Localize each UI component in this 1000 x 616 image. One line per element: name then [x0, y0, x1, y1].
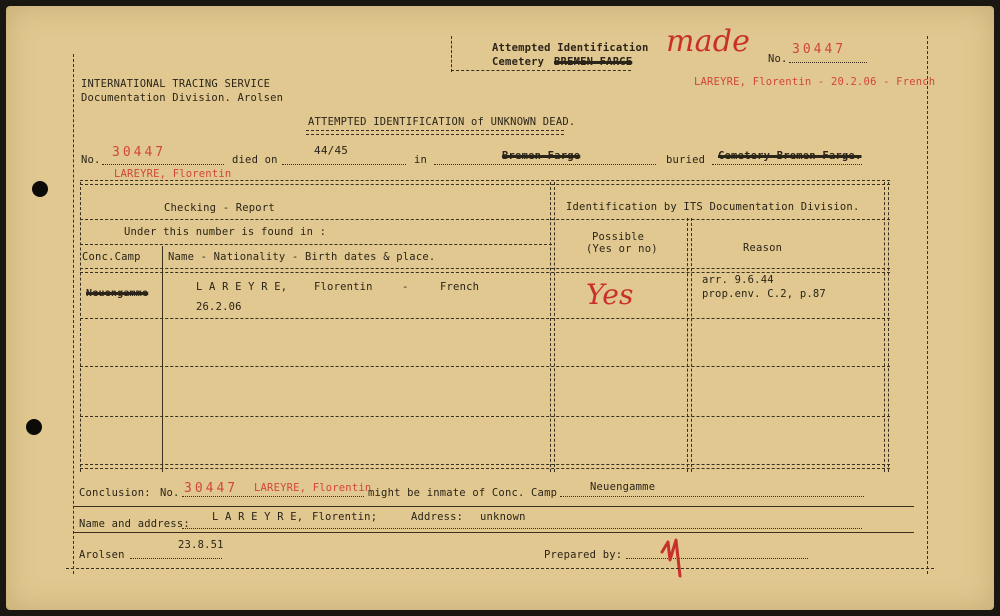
table-mid-divider-a	[550, 182, 551, 472]
address-label: Name and address:	[79, 518, 190, 530]
page-title: ATTEMPTED IDENTIFICATION of UNKNOWN DEAD.	[308, 116, 576, 128]
row-birth: 26.2.06	[196, 301, 242, 313]
record-no-dots	[102, 164, 224, 165]
address-firstname: Florentin;	[312, 511, 378, 523]
record-in-dots	[434, 164, 656, 165]
row-firstname: Florentin	[314, 281, 373, 293]
table-top-border	[80, 180, 890, 185]
conclusion-dots-1	[182, 496, 364, 497]
row-reason-2: prop.env. C.2, p.87	[702, 288, 826, 300]
header-no-value: 30447	[792, 42, 847, 57]
table-camp-divider	[162, 246, 163, 472]
header-box-line1: Attempted Identification	[492, 42, 649, 54]
col-header-possible-1: Possible	[592, 231, 645, 243]
table-left-header: Checking - Report	[164, 202, 275, 214]
row-dash: -	[402, 281, 409, 293]
row-possible-yes: Yes	[586, 278, 634, 311]
header-box-cemetery-value: BREMEN-FARGE	[554, 56, 633, 68]
row-nationality: French	[440, 281, 480, 293]
conclusion-divider	[74, 506, 914, 507]
table-colheader-bottom	[80, 268, 890, 273]
record-buried-dots	[712, 164, 862, 165]
table-left-border	[80, 182, 81, 472]
row-camp: Neuengamme	[86, 288, 149, 299]
index-card	[6, 6, 994, 610]
record-died-label: died on	[232, 154, 278, 166]
table-subheader-line	[80, 244, 552, 245]
handwritten-made: made	[666, 24, 751, 59]
punch-hole-bottom	[26, 419, 42, 435]
table-sub-header: Under this number is found in :	[124, 226, 327, 238]
header-no-label: No.	[768, 53, 788, 65]
top-right-entry: LAREYRE, Florentin - 20.2.06 - French	[694, 76, 936, 88]
conclusion-dots-2	[560, 496, 864, 497]
conclusion-text: might be inmate of Conc. Camp	[368, 487, 558, 499]
table-row-line-1	[80, 318, 890, 319]
prepared-by-dots	[626, 558, 808, 559]
address-addr-value: unknown	[480, 511, 526, 523]
col-header-reason: Reason	[743, 242, 783, 254]
address-name: L A R E Y R E,	[212, 511, 304, 523]
table-reason-divider-a	[687, 218, 688, 472]
conclusion-no-label: No.	[160, 487, 180, 499]
table-bottom-border	[80, 464, 890, 469]
org-line1: INTERNATIONAL TRACING SERVICE	[81, 78, 271, 90]
record-no-label: No.	[81, 154, 101, 166]
conclusion-label: Conclusion:	[79, 487, 151, 499]
table-mid-divider-b	[554, 182, 555, 472]
header-box-cemetery-label: Cemetery	[492, 56, 545, 68]
frame-left-line	[73, 54, 74, 574]
signature-mark	[656, 524, 696, 580]
col-header-name: Name - Nationality - Birth dates & place.	[168, 251, 436, 263]
table-reason-divider-b	[691, 218, 692, 472]
header-box-left	[451, 36, 452, 72]
footer-date: 23.8.51	[178, 539, 224, 551]
conclusion-name: LAREYRE, Florentin	[254, 482, 372, 494]
record-died-dots	[282, 164, 406, 165]
row-reason-1: arr. 9.6.44	[702, 274, 774, 286]
footer-place: Arolsen	[79, 549, 125, 561]
org-line2: Documentation Division. Arolsen	[81, 92, 284, 104]
table-right-border-a	[884, 182, 885, 472]
address-dots	[182, 528, 862, 529]
col-header-possible-2: (Yes or no)	[586, 243, 658, 255]
record-no-value: 30447	[112, 145, 167, 160]
record-in-label: in	[414, 154, 428, 166]
punch-hole-top	[32, 181, 48, 197]
record-name-under: LAREYRE, Florentin	[114, 168, 232, 180]
frame-right-line	[927, 36, 928, 574]
conclusion-camp: Neuengamme	[590, 481, 656, 493]
bottom-frame-line	[66, 568, 934, 569]
table-right-border-b	[888, 182, 889, 472]
col-header-camp: Conc.Camp	[82, 251, 141, 263]
title-underline	[306, 130, 564, 135]
table-right-header: Identification by ITS Documentation Division.	[566, 201, 860, 213]
record-in-value: Bremen-Farge	[502, 150, 581, 162]
record-buried-value: Cemetery Bremen-Farge.	[718, 150, 862, 162]
table-row-line-2	[80, 366, 890, 367]
address-divider	[74, 532, 914, 533]
conclusion-no-value: 30447	[184, 481, 239, 496]
prepared-by-label: Prepared by:	[544, 549, 623, 561]
header-no-dots	[789, 62, 867, 63]
table-header-line	[80, 219, 890, 220]
record-buried-label: buried	[666, 154, 706, 166]
footer-date-dots	[130, 558, 222, 559]
row-name: L A R E Y R E,	[196, 281, 288, 293]
table-row-line-3	[80, 416, 890, 417]
address-addr-label: Address:	[411, 511, 464, 523]
header-box-bottom	[451, 70, 631, 71]
record-died-value: 44/45	[314, 144, 349, 157]
